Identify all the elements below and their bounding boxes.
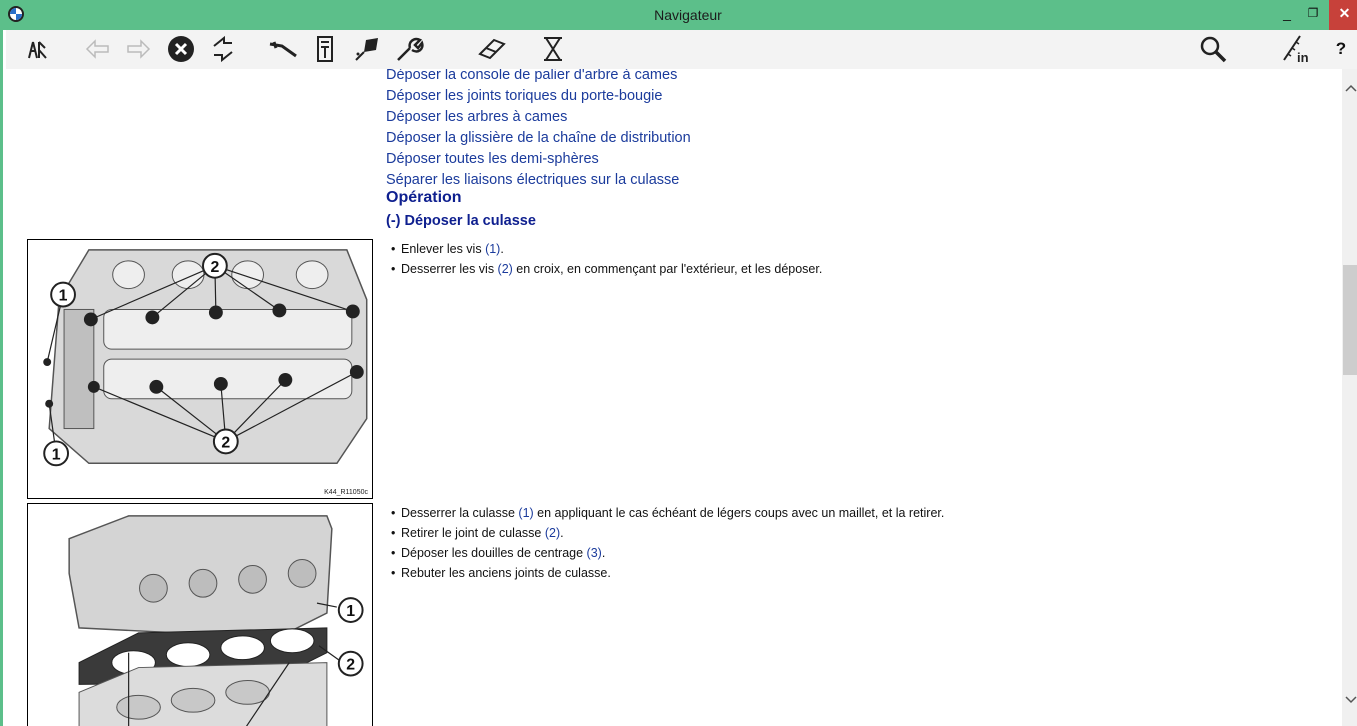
cylinder-head-exploded-illustration <box>28 504 373 726</box>
link-item[interactable]: Déposer les arbres à cames <box>386 109 568 125</box>
callout-2: 2 <box>346 656 356 674</box>
service-info-icon[interactable] <box>23 34 53 64</box>
refresh-icon[interactable] <box>208 34 238 64</box>
scroll-up-icon[interactable] <box>1342 81 1357 95</box>
torque-wrench-icon[interactable] <box>310 34 340 64</box>
link-item[interactable]: Déposer les joints toriques du porte-bougie <box>386 88 663 104</box>
window-title: Navigateur <box>654 7 722 23</box>
callout-2-bottom: 2 <box>221 434 231 452</box>
figure-code: K44_R11050c <box>324 489 368 496</box>
hourglass-icon[interactable] <box>538 34 568 64</box>
stop-icon[interactable] <box>166 34 196 64</box>
callout-2-top: 2 <box>210 258 220 276</box>
title-bar <box>3 0 1357 30</box>
cylinder-head-illustration <box>28 240 373 498</box>
step-item: • Desserrer les vis (2) en croix, en commençant par l'extérieur, et les déposer. <box>391 262 823 276</box>
sub-heading: (-) Déposer la culasse <box>386 213 536 229</box>
link-item[interactable]: Déposer la glissière de la chaîne de distribution <box>386 130 691 146</box>
vertical-scrollbar[interactable] <box>1342 69 1357 726</box>
callout-1-top: 1 <box>58 287 68 305</box>
link-item[interactable]: Séparer les liaisons électriques sur la culasse <box>386 172 680 188</box>
back-arrow-icon[interactable] <box>83 34 113 64</box>
forward-arrow-icon[interactable] <box>123 34 153 64</box>
scroll-down-icon[interactable] <box>1342 693 1357 707</box>
maximize-button[interactable]: ❐ <box>1307 6 1319 20</box>
minimize-button[interactable]: _ <box>1283 5 1291 21</box>
svg-text:in: in <box>1297 50 1309 64</box>
toolbar <box>6 30 1357 69</box>
lubricant-icon[interactable] <box>352 34 382 64</box>
link-item[interactable]: Déposer la console de palier d'arbre à cames <box>386 69 678 83</box>
eraser-icon[interactable] <box>476 34 506 64</box>
step-item: • Retirer le joint de culasse (2). <box>391 526 564 540</box>
steps-list-2 <box>391 503 944 583</box>
figure-cylinder-head-top <box>27 239 373 499</box>
search-icon[interactable] <box>1198 34 1228 64</box>
wrench-icon[interactable] <box>394 34 424 64</box>
tool-icon[interactable] <box>268 34 298 64</box>
measure-in-icon[interactable] <box>1280 34 1310 64</box>
close-button[interactable]: ✕ <box>1329 0 1357 30</box>
steps-list-1 <box>391 239 822 279</box>
help-icon[interactable]: ? <box>1335 39 1347 58</box>
callout-1: 1 <box>346 603 356 621</box>
step-item: • Déposer les douilles de centrage (3). <box>391 546 606 560</box>
figure-cylinder-head-removal <box>27 503 373 726</box>
link-list <box>386 69 691 191</box>
document-view <box>6 69 1342 726</box>
step-item: • Rebuter les anciens joints de culasse. <box>391 566 611 580</box>
callout-1-bottom: 1 <box>51 446 61 464</box>
scrollbar-thumb[interactable] <box>1343 265 1357 375</box>
step-item: • Enlever les vis (1). <box>391 242 504 256</box>
link-item[interactable]: Déposer toutes les demi-sphères <box>386 151 599 167</box>
operation-heading: Opération <box>386 189 462 206</box>
step-item: • Desserrer la culasse (1) en appliquant le cas échéant de légers coups avec un maillet, et la retirer. <box>391 506 945 520</box>
